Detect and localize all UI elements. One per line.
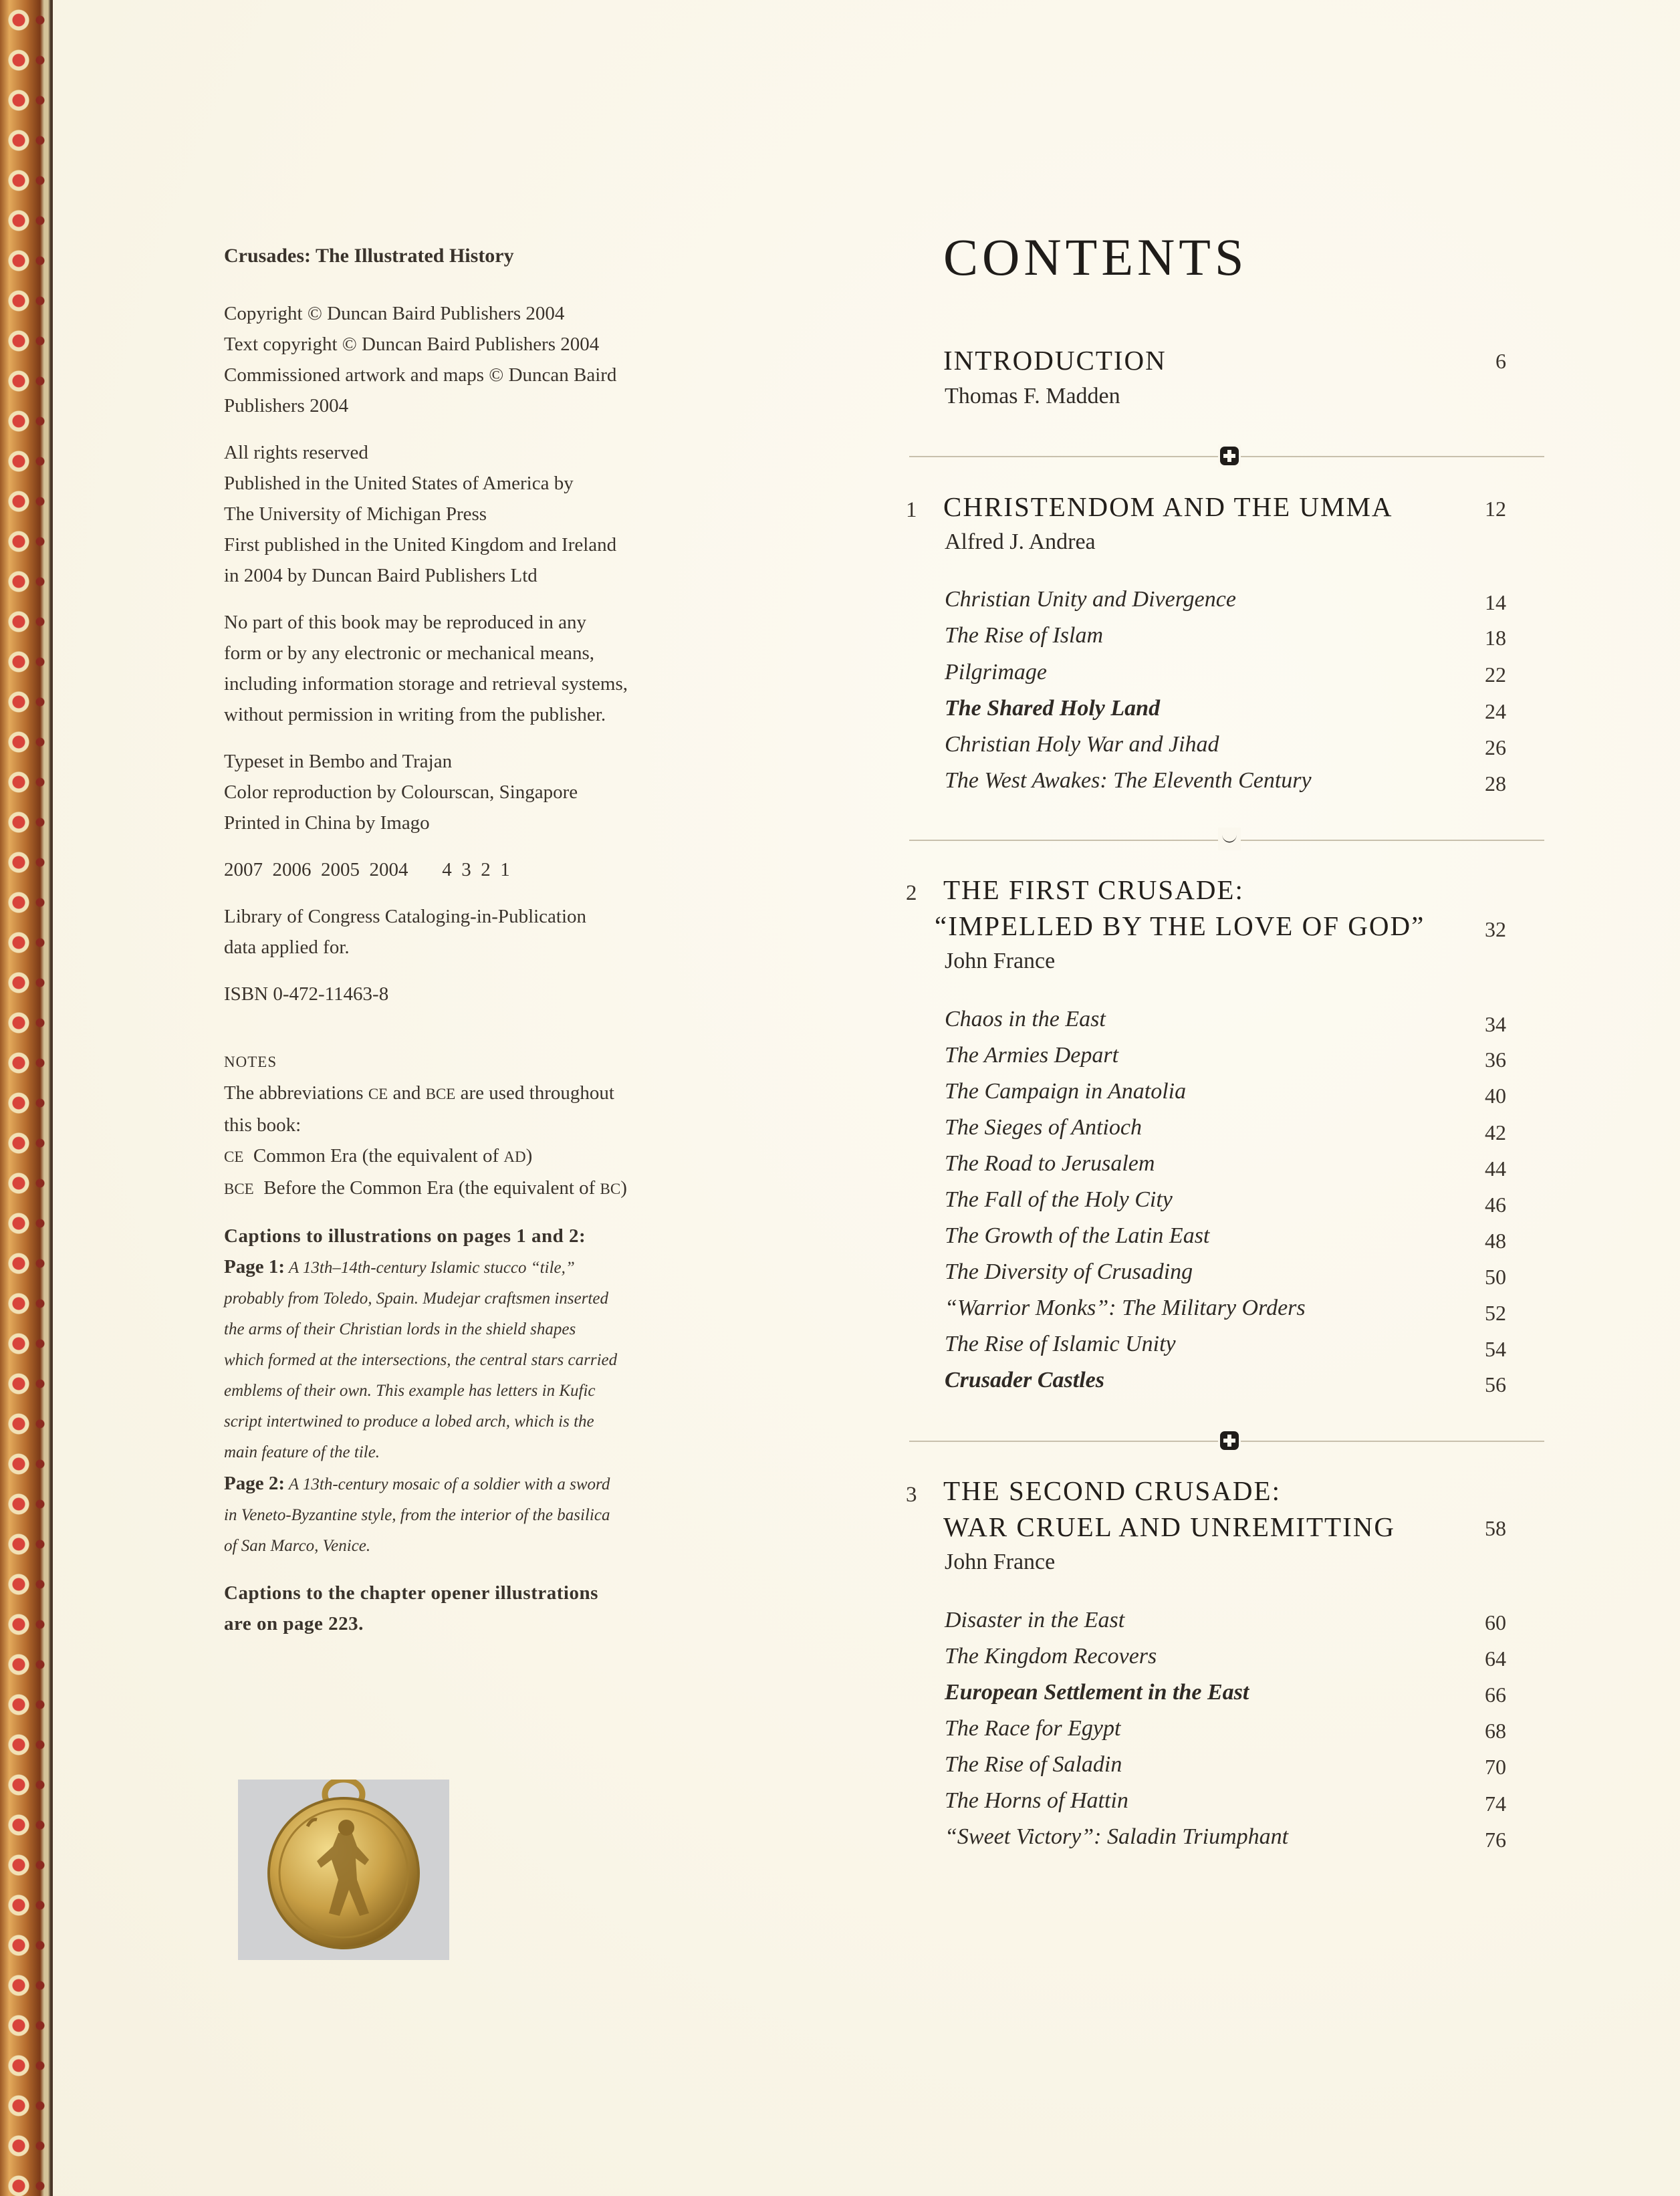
- toc-page: 74: [1485, 1792, 1506, 1816]
- chapter1-title: CHRISTENDOM AND THE UMMA: [943, 491, 1393, 522]
- notes-text-part: and: [392, 1082, 421, 1104]
- cip-block: [224, 901, 692, 963]
- captions-heading: Captions to illustrations on pages 1 and 2:: [224, 1225, 586, 1247]
- ad-abbr: AD: [503, 1148, 526, 1165]
- isbn: ISBN 0-472-11463-8: [224, 983, 389, 1005]
- bce-abbr: BCE: [224, 1181, 254, 1197]
- chapter1-number: 1: [906, 498, 917, 522]
- toc-entry[interactable]: Pilgrimage: [945, 660, 1047, 685]
- toc-page: 48: [1485, 1229, 1506, 1253]
- captions-block: [224, 1221, 692, 1562]
- caption-line: script intertwined to produce a lobed arch, which is the: [224, 1413, 594, 1431]
- caption-line: main feature of the tile.: [224, 1443, 380, 1461]
- coin-icon: [238, 1780, 449, 1960]
- toc-page: 54: [1485, 1337, 1506, 1361]
- toc-entry[interactable]: The Road to Jerusalem: [945, 1151, 1155, 1176]
- toc-entry[interactable]: The Race for Egypt: [945, 1716, 1121, 1741]
- toc-entry[interactable]: “Warrior Monks”: The Military Orders: [945, 1296, 1306, 1320]
- rights-line: The University of Michigan Press: [224, 503, 487, 525]
- toc-page: 44: [1485, 1156, 1506, 1181]
- caption-line: the arms of their Christian lords in the shield shapes: [224, 1320, 576, 1338]
- chapter2-author: John France: [945, 949, 1056, 973]
- chapter1-page: 12: [1485, 497, 1506, 521]
- imprint-column: [224, 241, 692, 1655]
- toc-page: 24: [1485, 699, 1506, 723]
- rights-line: Published in the United States of America by: [224, 473, 574, 494]
- bce-abbr: BCE: [425, 1086, 456, 1102]
- toc-entry[interactable]: The Rise of Islam: [945, 623, 1104, 648]
- coin-pendant-image: [238, 1780, 449, 1960]
- toc-entry[interactable]: The West Awakes: The Eleventh Century: [945, 768, 1312, 793]
- toc-entry[interactable]: The Campaign in Anatolia: [945, 1079, 1187, 1104]
- rights-block: [224, 437, 692, 591]
- toc-entry[interactable]: The Horns of Hattin: [945, 1788, 1128, 1813]
- toc-entry[interactable]: The Fall of the Holy City: [945, 1187, 1173, 1212]
- toc-entry[interactable]: The Rise of Saladin: [945, 1752, 1122, 1777]
- rights-line: in 2004 by Duncan Baird Publishers Ltd: [224, 565, 537, 586]
- chapter3-page: 58: [1485, 1516, 1506, 1540]
- contents-heading: CONTENTS: [943, 228, 1248, 286]
- page2-caption: [224, 1468, 692, 1500]
- page1-label: Page 1:: [224, 1256, 285, 1277]
- copyright-block: [224, 298, 692, 421]
- opener-captions-note: [224, 1578, 692, 1639]
- ce-abbr: CE: [224, 1148, 244, 1165]
- chapter2-title-line1: THE FIRST CRUSADE:: [943, 874, 1244, 905]
- toc-page: 50: [1485, 1265, 1506, 1289]
- toc-entry[interactable]: The Growth of the Latin East: [945, 1223, 1210, 1248]
- toc-entry[interactable]: European Settlement in the East: [945, 1680, 1249, 1705]
- toc-page: 70: [1485, 1755, 1506, 1779]
- copyright-line: Copyright © Duncan Baird Publishers 2004: [224, 303, 565, 324]
- toc-page: 34: [1485, 1012, 1506, 1036]
- toc-page: 40: [1485, 1084, 1506, 1108]
- intro-title: INTRODUCTION: [943, 345, 1167, 376]
- toc-page: 60: [1485, 1610, 1506, 1634]
- caption-line: A 13th-century mosaic of a soldier with a sword: [288, 1475, 610, 1493]
- toc-page: 28: [1485, 771, 1506, 796]
- toc-page: 26: [1485, 735, 1506, 759]
- chapter3-title-line1: THE SECOND CRUSADE:: [943, 1475, 1281, 1506]
- reproduction-line: without permission in writing from the publisher.: [224, 704, 606, 725]
- toc-page: 68: [1485, 1719, 1506, 1743]
- cip-line: data applied for.: [224, 937, 350, 958]
- caption-line: A 13th–14th-century Islamic stucco “tile,”: [288, 1259, 575, 1277]
- notes-label: NOTES: [224, 1054, 277, 1070]
- chapter3-title-line2: WAR CRUEL AND UNREMITTING: [943, 1511, 1395, 1542]
- toc-page: 56: [1485, 1372, 1506, 1396]
- notes-text-part: The abbreviations: [224, 1082, 364, 1104]
- notes-text: [224, 1078, 692, 1110]
- toc-entry[interactable]: The Rise of Islamic Unity: [945, 1332, 1176, 1356]
- caption-line: probably from Toledo, Spain. Mudejar craftsmen inserted: [224, 1290, 608, 1308]
- rights-line: First published in the United Kingdom and Ireland: [224, 534, 617, 556]
- toc-entry[interactable]: The Armies Depart: [945, 1043, 1119, 1068]
- copyright-line: Text copyright © Duncan Baird Publishers 2004: [224, 334, 600, 355]
- caption-line: emblems of their own. This example has letters in Kufic: [224, 1382, 596, 1400]
- ce-def-text: Common Era (the equivalent of: [253, 1145, 499, 1167]
- book-title: Crusades: The Illustrated History: [224, 245, 514, 267]
- toc-entry[interactable]: The Sieges of Antioch: [945, 1115, 1142, 1140]
- toc-page: 66: [1485, 1683, 1506, 1707]
- toc-page: 14: [1485, 590, 1506, 614]
- toc-entry[interactable]: The Kingdom Recovers: [945, 1644, 1157, 1669]
- print-line: [224, 854, 692, 885]
- ce-abbr: CE: [368, 1086, 388, 1102]
- intro-author: Thomas F. Madden: [945, 384, 1120, 408]
- toc-entry[interactable]: The Diversity of Crusading: [945, 1259, 1193, 1284]
- toc-page: 36: [1485, 1048, 1506, 1072]
- chapter1-author: Alfred J. Andrea: [945, 529, 1096, 554]
- printing-line: Printed in China by Imago: [224, 812, 430, 834]
- print-numbers: 2007 2006 2005 2004 4 3 2 1: [224, 859, 510, 880]
- notes-text: this book:: [224, 1114, 302, 1136]
- bc-abbr: BC: [600, 1181, 621, 1197]
- notes-block: [224, 1047, 692, 1205]
- chapter3-number: 3: [906, 1483, 917, 1507]
- toc-page: 46: [1485, 1193, 1506, 1217]
- bce-definition: BCE Before the Common Era (the equivalent of BC): [224, 1177, 627, 1199]
- caption-line: in Veneto-Byzantine style, from the interior of the basilica: [224, 1506, 610, 1524]
- toc-page: 64: [1485, 1646, 1506, 1671]
- toc-entry[interactable]: Christian Unity and Divergence: [945, 587, 1236, 612]
- reproduction-line: including information storage and retrieval systems,: [224, 673, 628, 695]
- copyright-line: Commissioned artwork and maps © Duncan Baird: [224, 364, 617, 386]
- cross-icon: [1218, 1429, 1241, 1452]
- reproduction-line: form or by any electronic or mechanical means,: [224, 642, 594, 664]
- chapter2-number: 2: [906, 881, 917, 905]
- printing-line: Color reproduction by Colourscan, Singapore: [224, 781, 578, 803]
- opener-caption-line: are on page 223.: [224, 1613, 364, 1634]
- cross-icon: [1218, 445, 1241, 467]
- toc-page: 22: [1485, 662, 1506, 687]
- printing-block: [224, 746, 692, 838]
- toc-entry[interactable]: The Shared Holy Land: [945, 696, 1161, 721]
- toc-entry[interactable]: Crusader Castles: [945, 1368, 1104, 1392]
- notes-text-part: are used throughout: [460, 1082, 614, 1104]
- reproduction-line: No part of this book may be reproduced in any: [224, 612, 586, 633]
- caption-line: which formed at the intersections, the central stars carried: [224, 1351, 618, 1369]
- toc-entry[interactable]: Chaos in the East: [945, 1007, 1106, 1031]
- reproduction-block: [224, 607, 692, 730]
- page1-caption: [224, 1251, 692, 1284]
- chapter3-author: John France: [945, 1550, 1056, 1574]
- caption-line: of San Marco, Venice.: [224, 1537, 371, 1555]
- toc-entry[interactable]: “Sweet Victory”: Saladin Triumphant: [945, 1824, 1289, 1849]
- toc-page: 76: [1485, 1828, 1506, 1852]
- rights-line: All rights reserved: [224, 442, 368, 463]
- decorative-border: [0, 0, 53, 2196]
- cip-line: Library of Congress Cataloging-in-Publication: [224, 906, 587, 927]
- copyright-line: Publishers 2004: [224, 395, 349, 416]
- toc-entry[interactable]: Disaster in the East: [945, 1608, 1125, 1632]
- chapter2-title-line2: “IMPELLED BY THE LOVE OF GOD”: [935, 910, 1425, 941]
- bce-def-text: Before the Common Era (the equivalent of: [263, 1177, 596, 1199]
- opener-caption-line: Captions to the chapter opener illustrations: [224, 1582, 598, 1604]
- page2-label: Page 2:: [224, 1473, 285, 1494]
- toc-page: 42: [1485, 1120, 1506, 1144]
- toc-entry[interactable]: Christian Holy War and Jihad: [945, 732, 1219, 757]
- ce-definition: CE Common Era (the equivalent of AD): [224, 1145, 533, 1167]
- toc-page: 18: [1485, 626, 1506, 650]
- toc-page: 52: [1485, 1301, 1506, 1325]
- intro-page: 6: [1495, 349, 1506, 373]
- chapter2-page: 32: [1485, 917, 1506, 941]
- crescent-icon: [1218, 828, 1241, 850]
- printing-line: Typeset in Bembo and Trajan: [224, 751, 453, 772]
